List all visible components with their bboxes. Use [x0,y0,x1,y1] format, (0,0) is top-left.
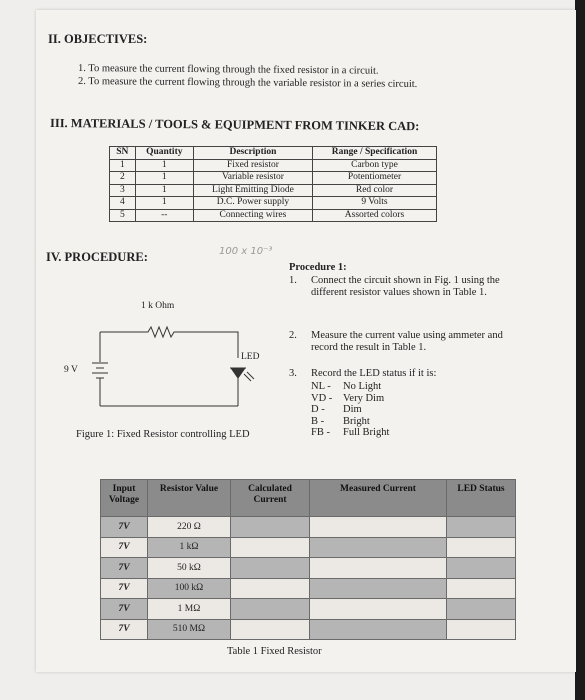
results-table [100,479,516,640]
table-row: 7V 1 MΩ [101,599,516,620]
led-status-legend [311,381,389,439]
legend-item: NL - No Light [311,381,382,392]
circuit-diagram [76,310,266,420]
table-row: 7V 50 kΩ [101,558,516,579]
procedure-heading: IV. PROCEDURE: [46,250,148,264]
procedure-step-1: 1. Connect the circuit shown in Fig. 1 using the different resistor values shown in Table 1. [289,275,500,298]
legend-item: D - Dim [311,404,362,415]
col-header-input-voltage: Input Voltage [101,480,148,517]
led-symbol [231,368,245,378]
materials-table [109,146,437,222]
legend-item: FB - Full Bright [311,427,390,438]
legend-item: VD - Very Dim [311,392,385,404]
table-caption: Table 1 Fixed Resistor [227,646,322,657]
col-header-sn: SN [110,147,136,160]
table-row: 4 1 D.C. Power supply 9 Volts [110,197,437,210]
col-header-calculated-current: Calculated Current [231,480,310,517]
procedure-step-3: 3. Record the LED status if it is: [289,368,437,379]
table-row: 7V 100 kΩ [101,578,516,599]
results-header-row [101,480,516,517]
resistor-zigzag [100,327,238,358]
table-row: 7V 220 Ω [101,517,516,538]
legend-item: B - Bright [311,415,370,427]
table-row: 2 1 Variable resistor Potentiometer [110,172,437,185]
col-header-resistor-value: Resistor Value [148,480,231,517]
objective-item-2: 2. To measure the current flowing through the variable resistor in a series circuit. [77,76,418,90]
table-row: 3 1 Light Emitting Diode Red color [110,184,437,197]
col-header-quantity: Quantity [135,147,193,160]
objective-item-1: 1. To measure the current flowing through the fixed resistor in a circuit. [77,63,379,77]
materials-heading: III. MATERIALS / TOOLS & EQUIPMENT FROM TINKER CAD: [49,116,420,134]
procedure-step-2: 2. Measure the current value using ammeter and record the result in Table 1. [289,330,503,353]
figure-caption: Figure 1: Fixed Resistor controlling LED [76,429,250,440]
table-row: 7V 1 kΩ [101,537,516,558]
col-header-description: Description [193,147,312,160]
handwritten-note: 100 x 10⁻³ [219,246,273,257]
table-row: 7V 510 MΩ [101,619,516,640]
table-row: 5 -- Connecting wires Assorted colors [110,209,437,222]
objectives-heading: II. OBJECTIVES: [48,32,148,46]
table-row: 1 1 Fixed resistor Carbon type [110,159,437,172]
col-header-range: Range / Specification [312,147,436,160]
background-edge [575,0,585,700]
procedure-title: Procedure 1: [289,262,347,273]
resistor-label: 1 k Ohm [141,301,175,311]
worksheet-page [36,10,576,672]
col-header-measured-current: Measured Current [310,480,447,517]
source-label: 9 V [64,365,78,375]
led-label: LED [241,352,260,362]
materials-header-row [110,147,437,160]
col-header-led-status: LED Status [447,480,516,517]
